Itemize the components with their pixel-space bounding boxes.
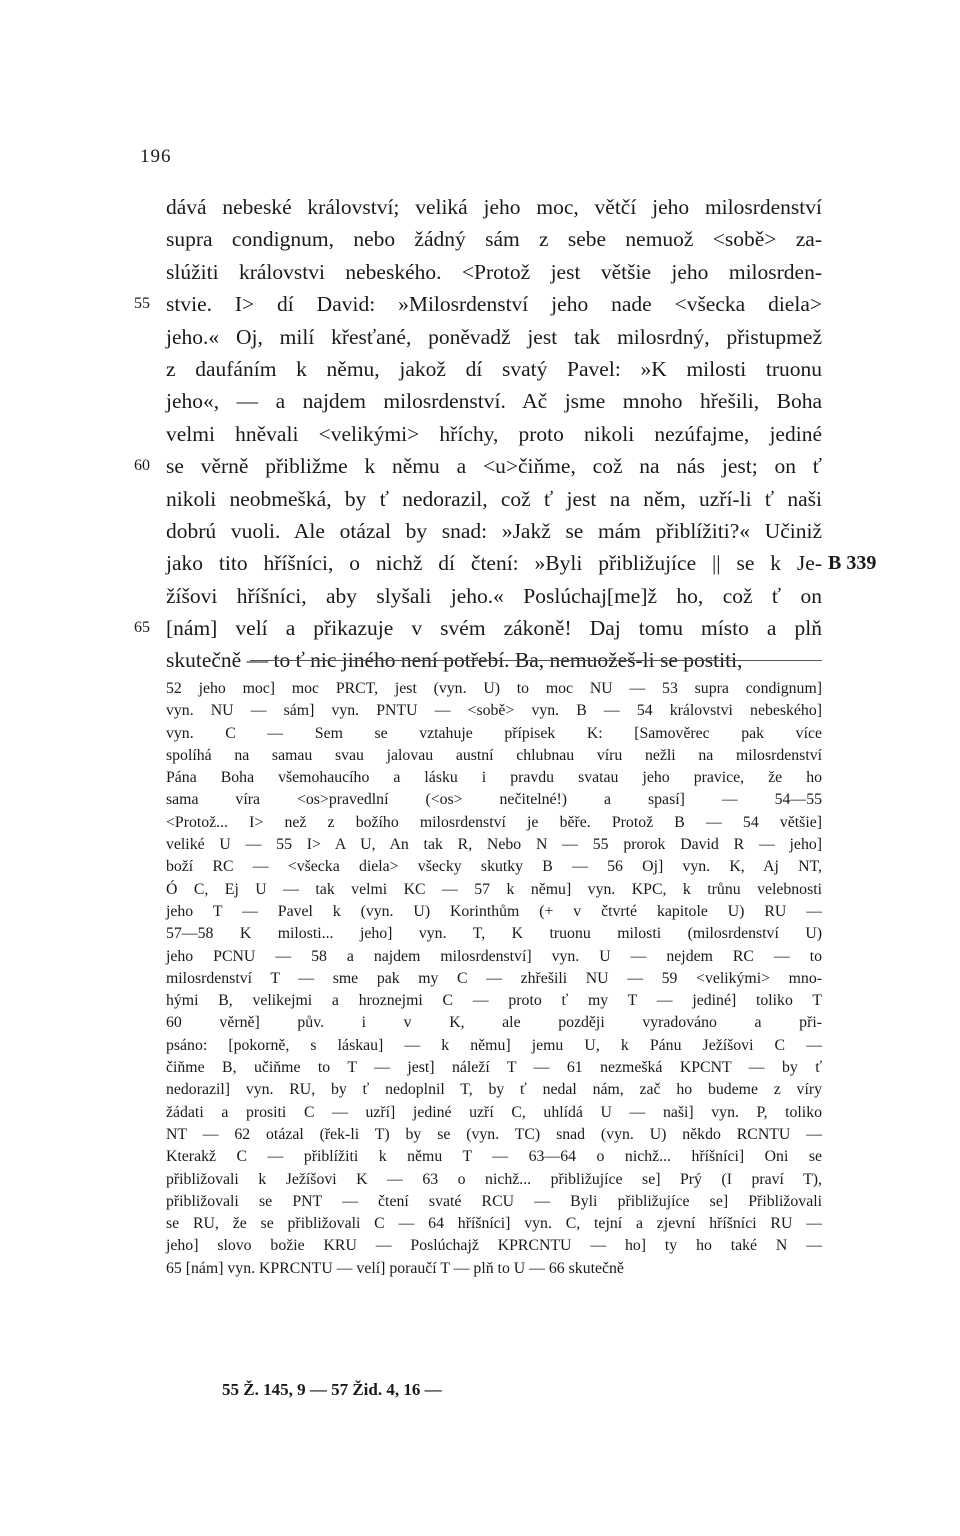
line-text: nikoli neobmešká, by ť nedorazil, což ť jest na něm, uzří-li ť naši — [166, 486, 822, 511]
line-text: supra condignum, nebo žádný sám z sebe nemuož <sobě> za- — [166, 227, 822, 252]
footnote-line: žádati a prositi C — uzří] jediné uzří C, uhlídá U — naši] vyn. P, toliko — [166, 1103, 822, 1121]
text-line — [166, 483, 822, 515]
footnote-line: <Protož... I> než z božího milosrdenství je běře. Protož B — 54 většie] — [166, 813, 822, 831]
footnote-line: 57—58 K milosti... jeho] vyn. T, K truonu milosti (milosrdenství U) — [166, 925, 822, 943]
line-text: stvie. I> dí David: »Milosrdenství jeho nade <všecka diela> — [166, 292, 822, 317]
footnote-line: boží RC — <všecka diela> všecky skutky B — 56 Oj] vyn. K, Aj NT, — [166, 858, 822, 876]
footnote-line: přibližovali k Ježíšovi K — 63 o nichž... přibližujíce se] Prý (I praví T), — [166, 1170, 822, 1188]
line-text: jeho«, — a najdem milosrdenství. Ač jsme mnoho hřešili, Boha — [166, 389, 822, 414]
footnote-line: jeho] slovo božie KRU — Poslúchajž KPRCNTU — ho] ty ho také N — — [166, 1237, 822, 1255]
text-line — [166, 547, 877, 579]
line-text: žíšovi hříšníci, aby slyšali jeho.« Poslúchaj[me]ž ho, což ť on — [166, 583, 822, 608]
text-line — [166, 191, 822, 223]
footnote-line: veliké U — 55 I> A U, An tak R, Nebo N — 55 prorok David R — jeho] — [166, 836, 822, 854]
line-text: jeho.« Oj, milí křesťané, poněvadž jest tak milosrdný, přistupmež — [166, 324, 822, 349]
margin-reference: B 339 — [828, 552, 877, 575]
footnote-line: čiňme B, učiňme to T — jest] náleží T — 61 nezmešká KPCNT — by ť — [166, 1059, 822, 1077]
line-text: se věrně přibližme k němu a <u>čiňme, což na nás jest; on ť — [166, 454, 822, 479]
text-line — [166, 256, 822, 288]
text-line — [166, 353, 822, 385]
text-line — [134, 450, 822, 482]
page-number: 196 — [140, 146, 172, 167]
line-number: 55 — [134, 295, 150, 313]
footnote-line: přibližovali se PNT — čtení svaté RCU — Byli přibližujíce se] Přibližovali — [166, 1192, 822, 1210]
text-line — [166, 223, 822, 255]
footnote-line: sama víra <os>pravedlní (<os> nečitelné!) a spasí] — 54—55 — [166, 791, 822, 809]
footnote-line: NT — 62 otázal (řek-li T) by se (vyn. TC) snad (vyn. U) někdo RCNTU — — [166, 1125, 822, 1143]
line-number: 60 — [134, 457, 150, 475]
line-text: dobrú vuoli. Ale otázal by snad: »Jakž se mám přiblížiti?« Učiniž — [166, 518, 822, 543]
text-line — [134, 612, 822, 644]
footnote-line: vyn. NU — sám] vyn. PNTU — <sobě> vyn. B — 54 královstvi nebeského] — [166, 702, 822, 720]
footnotes — [166, 678, 822, 1280]
bible-references: 55 Ž. 145, 9 — 57 Žid. 4, 16 — — [222, 1380, 442, 1399]
footnote-line: vyn. C — Sem se vztahuje přípisek K: [Samověrec pak více — [166, 724, 822, 742]
line-text: velmi hněvali <velikými> hříchy, proto nikoli nezúfajme, jediné — [166, 421, 822, 446]
footnote-line: 65 [nám] vyn. KPRCNTU — velí] poraučí T — plň to U — 66 skutečně — [166, 1259, 624, 1277]
footnote-line: milosrdenství T — sme pak my C — zhřešili NU — 59 <velikými> mno- — [166, 969, 822, 987]
footnote-line: jeho PCNU — 58 a najdem milosrdenství] vyn. U — nejdem RC — to — [166, 947, 822, 965]
line-number: 65 — [134, 619, 150, 637]
line-text: jako tito hříšníci, o nichž dí čtení: »Byli přibližujíce || se k Je- — [166, 551, 822, 576]
line-text: z daufáním k němu, jakož dí svatý Pavel: »K milosti truonu — [166, 356, 822, 381]
line-text: dává nebeské království; veliká jeho moc, větčí jeho milosrdenství — [166, 195, 822, 219]
text-line — [166, 321, 822, 353]
text-line — [134, 288, 822, 320]
text-line — [166, 580, 822, 612]
line-text: skutečně — to ť nic jiného není potřebí. Ba, nemuožeš-li se postiti, — [166, 648, 743, 673]
text-line — [166, 385, 822, 417]
footnote-line: hými B, velikejmi a hroznejmi C — proto ť my T — jediné] toliko T — [166, 992, 822, 1010]
footnote-line: spolíhá na samau svau jalovau austní chlubnau víru nežli na milosrdenství — [166, 746, 822, 764]
text-line — [166, 418, 822, 450]
footnote-line: nedorazil] vyn. RU, by ť nedoplnil T, by ť nedal nám, zač ho budeme z víry — [166, 1081, 822, 1099]
footnote-line: se RU, že se přibližovali C — 64 hříšníci] vyn. C, tejní a zjevní hříšníci RU — — [166, 1215, 822, 1233]
footnote-line: Kterakž C — přiblížiti k němu T — 63—64 o nichž... hříšníci] Oni se — [166, 1148, 822, 1166]
main-text — [134, 191, 877, 677]
text-line — [166, 515, 822, 547]
footnote-line: Ó C, Ej U — tak velmi KC — 57 k němu] vyn. KPC, k trůnu velebnosti — [166, 880, 822, 898]
line-text: slúžiti královstvi nebeského. <Protož jest většie jeho milosrden- — [166, 259, 822, 284]
footnote-line: 52 jeho moc] moc PRCT, jest (vyn. U) to moc NU — 53 supra condignum] — [166, 680, 822, 697]
footnote-line: psáno: [pokorně, s láskau] — k němu] jemu U, k Pánu Ježíšovi C — — [166, 1036, 822, 1054]
footnote-line: jeho T — Pavel k (vyn. U) Korinthům (+ v čtvrté kapitole U) RU — — [166, 902, 822, 920]
footnote-line: Pána Boha všemohaucího a lásku i pravdu svatau jeho pravice, že ho — [166, 769, 822, 787]
footnote-divider — [250, 660, 822, 661]
footnote-line: 60 věrně] pův. i v K, ale později vyradováno a při- — [166, 1014, 822, 1032]
line-text: [nám] velí a přikazuje v svém zákoně! Daj tomu místo a plň — [166, 616, 822, 641]
